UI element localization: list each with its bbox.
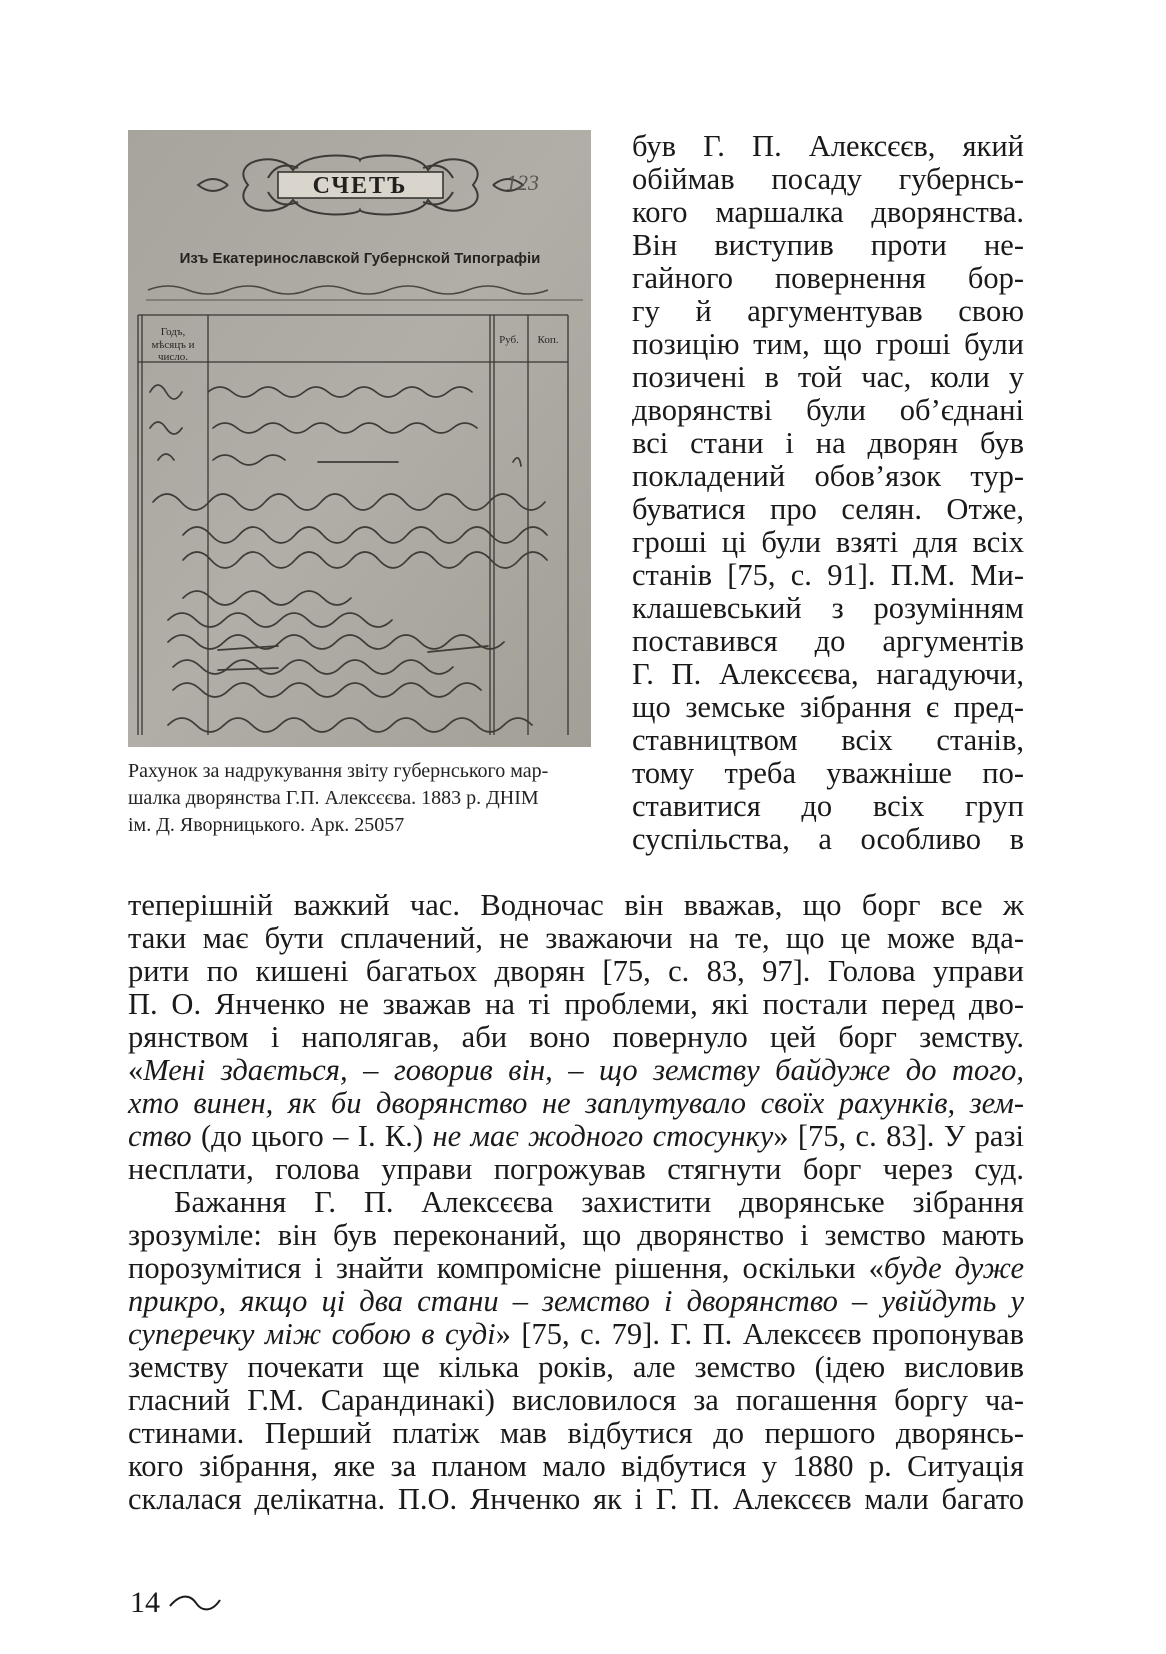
invoice-number-text: 123 <box>506 170 539 195</box>
text-line: кого зібрання, яке за планом мало відбутися у 1880 р. Ситуація <box>128 1449 1024 1483</box>
text-span: порозумітися і знайти компромісне рішення, оскільки « <box>128 1251 884 1285</box>
text-line: поставився до аргументів <box>632 624 1024 658</box>
text-line: позичені в той час, коли у <box>632 360 1024 394</box>
quote-text: Мені здається, – говорив він, – що земству байдуже до того, <box>143 1053 1024 1087</box>
invoice-col-date-text: Годъ, <box>160 326 186 338</box>
invoice-scan-image <box>128 130 591 747</box>
caption-line: Рахунок за надрукування звіту губернського мар- <box>128 760 549 782</box>
text-line: зрозуміле: він був переконаний, що дворянство і земство мають <box>128 1218 1024 1252</box>
text-line: станів [75, с. 91]. П.М. Ми- <box>632 558 1024 592</box>
quote-line <box>128 1087 1024 1120</box>
invoice-col-date-text-2: мѣсяцъ и <box>151 339 195 351</box>
page-number <box>130 1586 222 1620</box>
invoice-col-date-text-3: число. <box>157 351 189 363</box>
page-number-text: 14 <box>130 1586 160 1619</box>
text-line: гу й аргументував свою <box>632 294 1024 328</box>
text-line: буватися про селян. Отже, <box>632 492 1024 526</box>
text-line: клашевський з розумінням <box>632 591 1024 625</box>
quote-text: хто винен, як би дворянство не заплутувало своїх рахунків, зем- <box>128 1086 1024 1120</box>
text-line: земству почекати ще кілька років, але земство (ідею висловив <box>128 1350 1024 1384</box>
invoice-col-kop-text: Коп. <box>537 334 559 346</box>
right-column-text <box>632 130 1024 856</box>
quote-text: не має жодного стосунку <box>432 1119 774 1153</box>
quote-line <box>128 1318 1024 1351</box>
text-line: що земське зібрання є пред- <box>632 690 1024 724</box>
text-line: теперішній важкий час. Водночас він вважав, що борг все ж <box>128 888 1024 922</box>
text-line: гайного повернення бор- <box>632 261 1024 295</box>
text-line: стинами. Перший платіж мав відбутися до першого дворянсь- <box>128 1416 1024 1450</box>
invoice-col-rub-text: Руб. <box>499 334 519 346</box>
text-line: позицію тим, що гроші були <box>632 327 1024 361</box>
quote-text: прикро, якщо ці два стани – земство і дворянство – увійдуть у <box>128 1284 1024 1318</box>
tilde-ornament-icon <box>168 1594 222 1612</box>
text-line: П. О. Янченко не зважав на ті проблеми, які постали перед дво- <box>128 987 1024 1021</box>
text-line: всі стани і на дворян був <box>632 426 1024 460</box>
quote-line <box>128 1054 1024 1087</box>
quote-text: ство <box>128 1119 192 1153</box>
text-line: ставництвом всіх станів, <box>632 723 1024 757</box>
invoice-subtitle-text: Изъ Екатеринославской Губернской Типографіи <box>179 250 541 267</box>
quote-text: суперечку між собою в суді <box>128 1317 496 1351</box>
text-line: рянством і наполягав, аби воно повернуло цей борг земству. <box>128 1020 1024 1054</box>
text-line: рити по кишені багатьох дворян [75, с. 83, 97]. Голова управи <box>128 954 1024 988</box>
caption-line: ім. Д. Яворницького. Арк. 25057 <box>128 814 405 836</box>
text-line: гроші ці були взяті для всіх <box>632 525 1024 559</box>
quote-line <box>128 1252 1024 1285</box>
caption-line: шалка дворянства Г.П. Алексєєва. 1883 р. ДНІМ <box>128 787 539 809</box>
quote-text: буде дуже <box>883 1251 1024 1285</box>
full-width-text <box>128 889 1024 1516</box>
quote-line <box>128 1120 1024 1153</box>
text-line: Г. П. Алексєєва, нагадуючи, <box>632 657 1024 691</box>
figure-caption <box>128 758 598 839</box>
invoice-title-text: СЧЕТЪ <box>312 173 408 199</box>
citation: » [75, с. 83]. У разі <box>773 1119 1024 1153</box>
text-line: був Г. П. Алексєєв, який <box>632 129 1024 163</box>
text-line: обіймав посаду губернсь- <box>632 162 1024 196</box>
text-line: склалася делікатна. П.О. Янченко як і Г. П. Алексєєв мали багато <box>128 1482 1024 1516</box>
text-line: покладений обов’язок тур- <box>632 459 1024 493</box>
editor-note: (до цього – І. К.) <box>191 1119 433 1153</box>
text-line: кого маршалка дворянства. <box>632 195 1024 229</box>
text-line: тому треба уважніше по- <box>632 756 1024 790</box>
text-line: суспільства, а особливо в <box>632 822 1024 856</box>
paragraph-start-line: Бажання Г. П. Алексєєва захистити дворянське зібрання <box>174 1185 1024 1219</box>
quote-mark: « <box>128 1053 144 1087</box>
citation: » [75, с. 79]. Г. П. Алексєєв пропонував <box>495 1317 1024 1351</box>
text-line: таки має бути сплачений, не зважаючи на те, що це може вда- <box>128 921 1024 955</box>
text-line: дворянстві були об’єднані <box>632 393 1024 427</box>
quote-line <box>128 1285 1024 1318</box>
text-line: Він виступив проти не- <box>632 228 1024 262</box>
text-line: гласний Г.М. Сарандинакі) висловилося за погашення боргу ча- <box>128 1383 1024 1417</box>
text-line: ставитися до всіх груп <box>632 789 1024 823</box>
text-line: несплати, голова управи погрожував стягнути борг через суд. <box>128 1152 1024 1186</box>
